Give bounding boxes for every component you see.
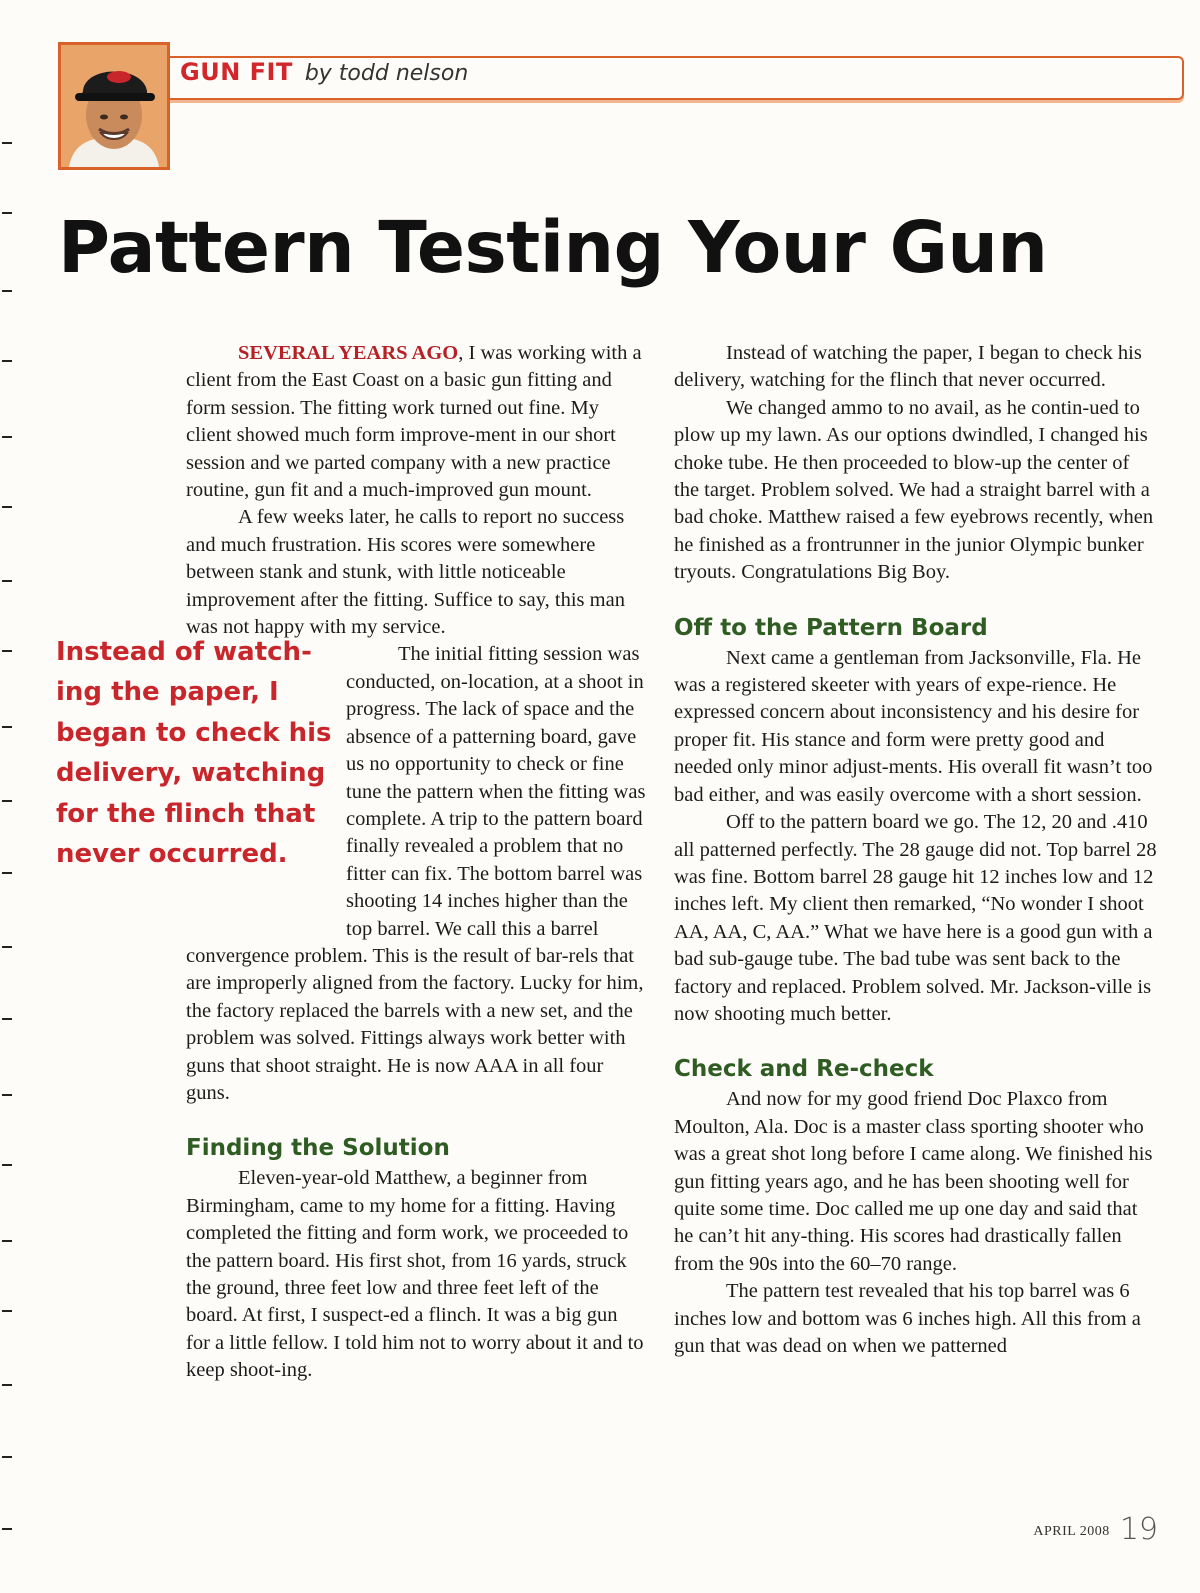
- page-footer: [1033, 1512, 1158, 1547]
- article-column-right: [674, 340, 1158, 1360]
- paragraph: Instead of watching the paper, I began to check his delivery, watching for the flinch that never occurred.: [674, 342, 1142, 392]
- page-number: 19: [1119, 1512, 1158, 1547]
- column-header: [180, 58, 468, 87]
- subhead-finding-the-solution: Finding the Solution: [186, 1135, 450, 1162]
- paragraph: Off to the pattern board we go. The 12, 20 and .410 all patterned perfectly. The 28 gauge did not. Top barrel 28 was fine. Bottom barrel 28 gauge hit 12 inches low and 12 inches left. My client then remarked, “No wonder I shoot AA, AA, C, AA.” What we have here is a good gun with a bad sub-gauge tube. The bad tube was sent back to the factory and replaced. Problem solved. Mr. Jackson-ville is now shooting much better.: [674, 811, 1157, 1025]
- paragraph: We changed ammo to no avail, as he contin-ued to plow up my lawn. As our options dwindled, I changed his choke tube. He then proceeded to blow-up the center of the target. Problem solved. We had a straight barrel with a bad choke. Matthew raised a few eyebrows recently, when he finished as a frontrunner in the junior Olympic bunker tryouts. Congratulations Big Boy.: [674, 396, 1154, 584]
- subhead-check-and-re-check: Check and Re-check: [674, 1056, 934, 1083]
- pull-quote: Instead of watch-ing the paper, I began to check his delivery, watching for the flinch that never occurred.: [56, 637, 332, 870]
- issue-date: APRIL 2008: [1033, 1524, 1110, 1539]
- paragraph: The pattern test revealed that his top barrel was 6 inches low and bottom was 6 inches high. All this from a gun that was dead on when we patterned: [674, 1280, 1141, 1357]
- paragraph: A few weeks later, he calls to report no success and much frustration. His scores were somewhere between stank and stunk, with little noticeable improvement after the fitting. Suffice to say, this man was not happy with my service.: [186, 506, 625, 639]
- paragraph: And now for my good friend Doc Plaxco from Moulton, Ala. Doc is a master class sporting shooter who was a great shot long before I came along. We finished his gun fitting years ago, and he has been shooting well for quite some time. Doc called me up one day and said that he can’t hit any-thing. His scores had drastically fallen from the 90s into the 60–70 range.: [674, 1088, 1153, 1275]
- author-headshot-icon: [58, 42, 170, 170]
- paragraph: SEVERAL YEARS AGO, I was working with a client from the East Coast on a basic gun fitting and form session. The fitting work turned out fine. My client showed much form improve-ment in our short session and we parted company with a new practice routine, gun fit and a much-improved gun mount.: [186, 342, 642, 502]
- byline: by todd nelson: [304, 61, 469, 86]
- binding-edge: [0, 0, 18, 1593]
- column-name: GUN FIT: [180, 58, 293, 86]
- paragraph: The initial fitting session was conducted, on-location, at a shoot in progress. The lack of space and the absence of a patterning board, gave us no opportunity to check or fine tune the pattern when the fitting was complete. A trip to the pattern board finally revealed a problem that no fitter can fix. The bottom barrel was shooting 14 inches higher than the top barrel. We call this a barrel convergence problem. This is the result of bar-rels that are improperly aligned from the factory. Lucky for him, the factory replaced the barrels with a new set, and the problem was solved. Fittings always work better with guns that shoot straight. He is now AAA in all four guns.: [186, 643, 646, 1104]
- article-headline: Pattern Testing Your Gun: [58, 206, 1048, 289]
- lead-in: SEVERAL YEARS AGO: [238, 342, 459, 364]
- subhead-off-to-the-pattern-board: Off to the Pattern Board: [674, 614, 988, 641]
- paragraph: Next came a gentleman from Jacksonville, Fla. He was a registered skeeter with years of expe-rience. He expressed concern about inconsistency and his desire for proper fit. His stance and form were pretty good and needed only minor adjust-ments. His overall fit wasn’t too bad either, and was easily overcome with a short session.: [674, 646, 1153, 806]
- paragraph: Eleven-year-old Matthew, a beginner from Birmingham, came to my home for a fitting. Having completed the fitting and form work, we proceeded to the pattern board. His first shot, from 16 yards, struck the ground, three feet low and three feet left of the board. At first, I suspect-ed a flinch. It was a big gun for a little fellow. I told him not to worry about it and to keep shoot-ing.: [186, 1167, 644, 1382]
